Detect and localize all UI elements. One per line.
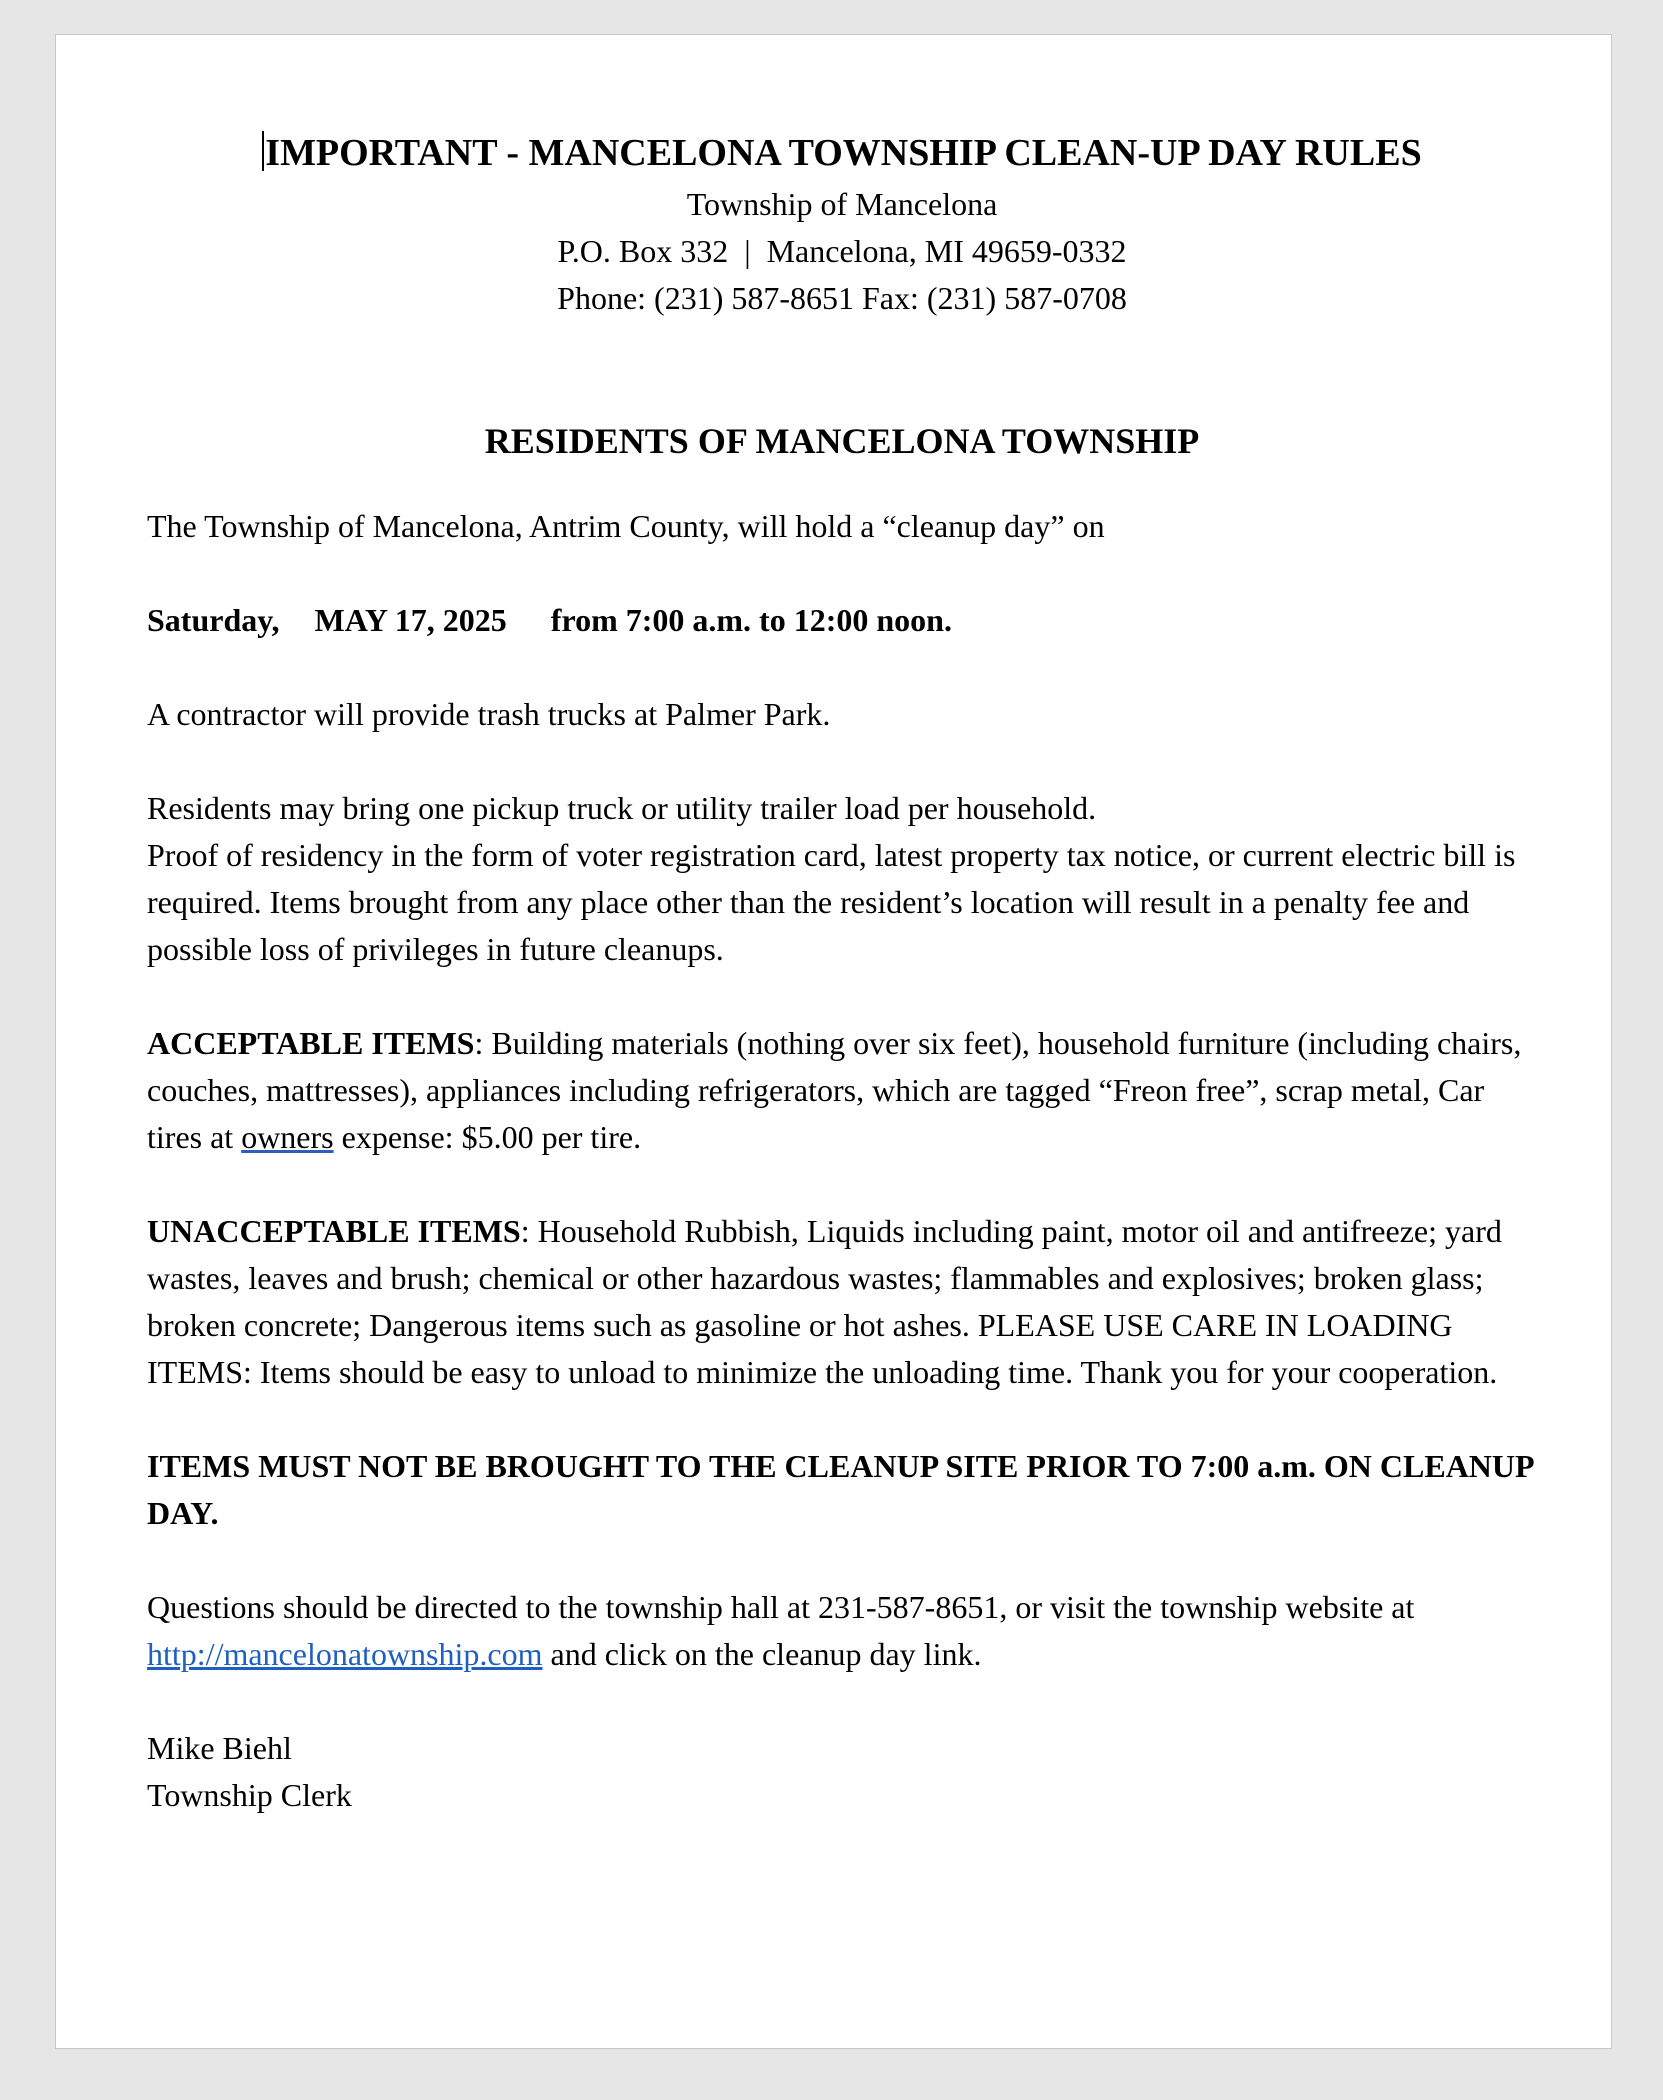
intro-paragraph: The Township of Mancelona, Antrim County, will hold a “cleanup day” on bbox=[147, 508, 1105, 544]
acceptable-items-text: : Building materials (nothing over six feet), household furniture (including chairs, couches, mattresses), appliances including refrigerators, which are tagged “Freon free”, scrap metal, Car tires at bbox=[147, 1025, 1522, 1155]
date-day: Saturday, bbox=[147, 602, 280, 638]
title-text: IMPORTANT - MANCELONA TOWNSHIP CLEAN-UP DAY RULES bbox=[265, 132, 1422, 174]
unacceptable-items-text: : Household Rubbish, Liquids including paint, motor oil and antifreeze; yard wastes, leaves and brush; chemical or other hazardous wastes; flammables and explosives; broken glass; broken concrete; Dangerous items such as gasoline or hot ashes. PLEASE USE CARE IN LOADING ITEMS: Items should be easy to unload to minimize the unloading time. Thank you for your cooperation. bbox=[147, 1213, 1502, 1390]
phone-fax: Phone: (231) 587-8651 Fax: (231) 587-0708 bbox=[557, 280, 1127, 316]
section-title: RESIDENTS OF MANCELONA TOWNSHIP bbox=[484, 421, 1200, 461]
township-website-link[interactable]: http://mancelonatownship.com bbox=[147, 1636, 543, 1672]
acceptable-items-paragraph bbox=[147, 1020, 1537, 1161]
address-separator: | bbox=[744, 233, 751, 269]
po-box: P.O. Box 332 bbox=[557, 233, 729, 269]
owners-underlined: owners bbox=[241, 1119, 334, 1155]
document-page bbox=[55, 34, 1612, 2049]
document-content bbox=[147, 125, 1537, 1819]
date-time: from 7:00 a.m. to 12:00 noon. bbox=[550, 602, 952, 638]
date-date: MAY 17, 2025 bbox=[314, 602, 507, 638]
document-title bbox=[147, 125, 1537, 181]
residency-paragraph: Proof of residency in the form of voter registration card, latest property tax notice, or current electric bill is required. Items brought from any place other than the resident’s location will result in a penalty fee and possible loss of privileges in future cleanups. bbox=[147, 837, 1516, 967]
contractor-paragraph: A contractor will provide trash trucks at Palmer Park. bbox=[147, 696, 831, 732]
date-line bbox=[147, 597, 1537, 644]
city-line: Mancelona, MI 49659-0332 bbox=[766, 233, 1127, 269]
acceptable-items-tail: expense: $5.00 per tire. bbox=[333, 1119, 642, 1155]
questions-paragraph bbox=[147, 1584, 1537, 1678]
signature-name: Mike Biehl bbox=[147, 1730, 292, 1766]
residency-line-1: Residents may bring one pickup truck or utility trailer load per household. bbox=[147, 790, 1097, 826]
signature-role: Township Clerk bbox=[147, 1777, 352, 1813]
text-cursor bbox=[262, 131, 264, 171]
questions-tail: and click on the cleanup day link. bbox=[542, 1636, 982, 1672]
unacceptable-items-label: UNACCEPTABLE ITEMS bbox=[147, 1213, 521, 1249]
unacceptable-items-paragraph bbox=[147, 1208, 1537, 1396]
address-line bbox=[147, 228, 1537, 275]
org-name: Township of Mancelona bbox=[686, 186, 998, 222]
acceptable-items-label: ACCEPTABLE ITEMS bbox=[147, 1025, 475, 1061]
questions-text: Questions should be directed to the township hall at 231-587-8651, or visit the township website at bbox=[147, 1589, 1415, 1625]
warning-paragraph: ITEMS MUST NOT BE BROUGHT TO THE CLEANUP SITE PRIOR TO 7:00 a.m. ON CLEANUP DAY. bbox=[147, 1448, 1533, 1531]
